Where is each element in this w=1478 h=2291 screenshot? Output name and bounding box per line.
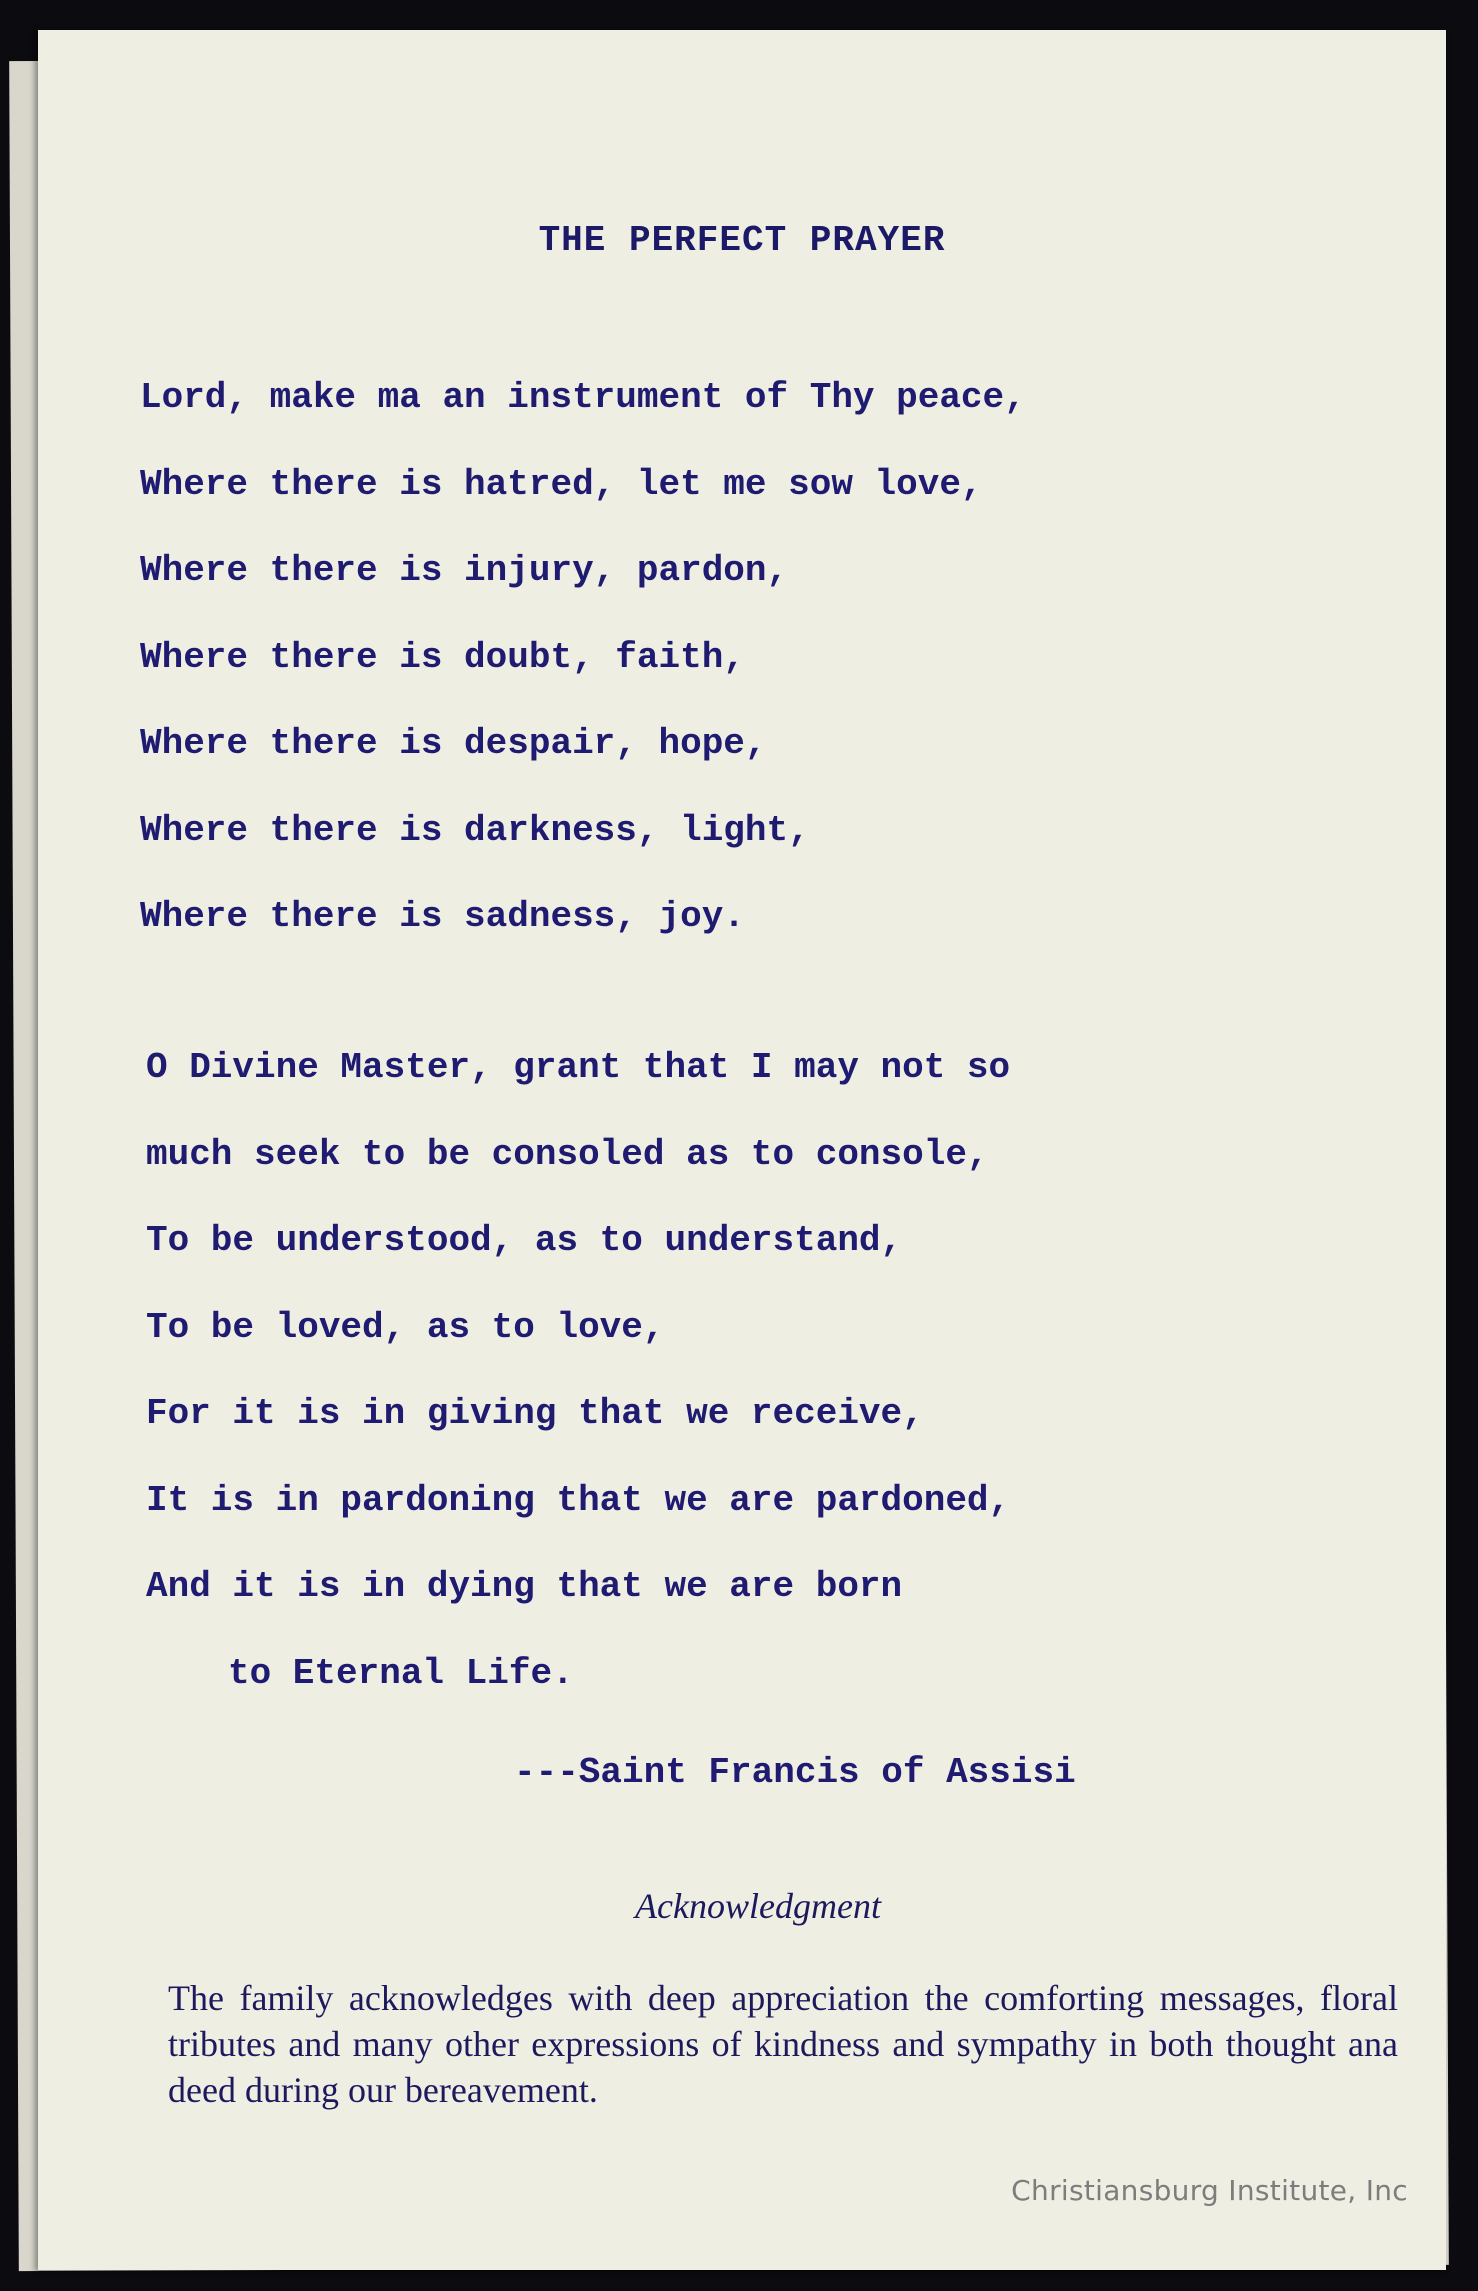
first-stanza — [140, 355, 1026, 961]
verse-line: to Eternal Life. — [228, 1652, 574, 1694]
verse-line: To be loved, as to love, — [146, 1306, 665, 1348]
verse-line: To be understood, as to understand, — [146, 1220, 903, 1261]
verse-line: Lord, make ma an instrument of Thy peace, — [140, 377, 1026, 418]
prayer-card — [38, 30, 1446, 2270]
verse-line: It is in pardoning that we are pardoned, — [146, 1479, 1011, 1521]
verse-line: Where there is doubt, faith, — [140, 636, 745, 678]
verse-line: much seek to be consoled as to console, — [146, 1133, 989, 1175]
verse-line: And it is in dying that we are born — [146, 1566, 903, 1607]
verse-line: O Divine Master, grant that I may not so — [146, 1047, 1011, 1088]
verse-line: Where there is injury, pardon, — [140, 550, 789, 591]
verse-line: For it is in giving that we receive, — [146, 1393, 924, 1434]
acknowledgment-heading: Acknowledgment — [635, 1886, 881, 1926]
verse-line: Where there is despair, hope, — [140, 723, 767, 764]
verse-line: Where there is hatred, let me sow love, — [140, 463, 983, 505]
verse-line: Where there is darkness, light, — [140, 809, 810, 851]
acknowledgment-body: The family acknowledges with deep appreciation the comforting messages, floral tributes and many other expressions of kindness and sympathy in both thought ana deed during our bereavement. — [168, 1978, 1398, 2110]
verse-line: Where there is sadness, joy. — [140, 896, 745, 937]
watermark: Christiansburg Institute, Inc — [1011, 2174, 1408, 2207]
second-stanza — [146, 1025, 1010, 1717]
attribution: ---Saint Francis of Assisi — [514, 1752, 1076, 1793]
prayer-title: THE PERFECT PRAYER — [538, 220, 946, 261]
